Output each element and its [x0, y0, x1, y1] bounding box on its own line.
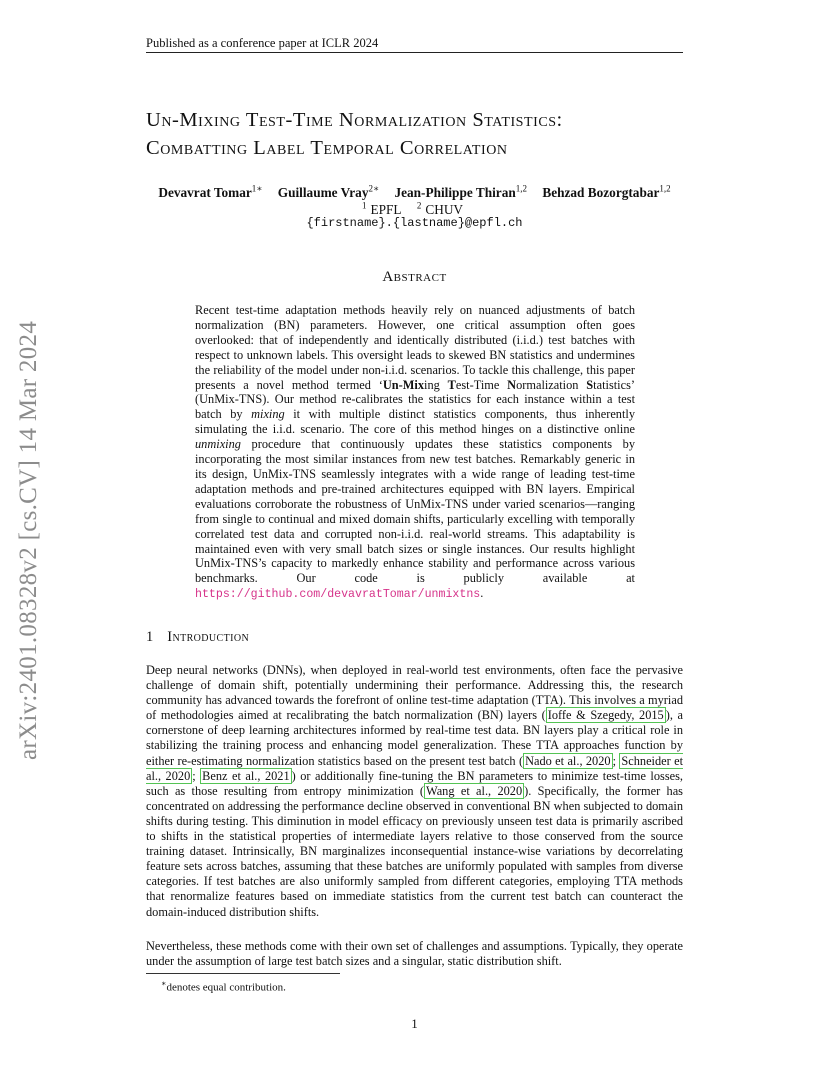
author-name: Devavrat Tomar [158, 185, 252, 201]
affiliation-marker: 2 [416, 201, 422, 211]
intro-paragraph-2: Nevertheless, these methods come with their own set of challenges and assumptions. Typically, they operate under the assumption of large test batch sizes and a singular, static distribution shift. [146, 939, 683, 969]
arxiv-identifier-stamp: arXiv:2401.08328v2 [cs.CV] 14 Mar 2024 [15, 320, 42, 760]
citation-link[interactable]: Schneider et al., 2020 [146, 753, 684, 783]
running-header: Published as a conference paper at ICLR 2024 [146, 36, 379, 50]
section-heading-introduction [146, 628, 249, 646]
abstract-bold-run: Un-Mix [382, 377, 425, 392]
abstract-text [195, 303, 635, 603]
abstract-text-run: Recent test-time adaptation methods heavily rely on nuanced adjustments of batch normalization (BN) parameters. However, one critical assumption often goes overlooked: that of independently and identically distributed (i.i.d.) test batches with respect to unknown labels. This oversight leads to skewed BN statistics and undermines the reliability of the model under non-i.i.d. scenarios. To tackle this challenge, this paper presents a novel method termed ‘ [195, 303, 635, 392]
abstract-emphasis-run: mixing [251, 407, 285, 422]
abstract-emphasis-run: unmixing [195, 437, 241, 452]
abstract-bold-run: T [447, 377, 456, 392]
author-affiliation-marker: 1,2 [659, 184, 671, 194]
title-line-2: Combatting Label Temporal Correlation [146, 137, 508, 159]
contact-email: {firstname}.{lastname}@epfl.ch [306, 216, 523, 230]
paragraph-text-run: ). Specifically, the former has concentrated on addressing the performance decline observed in conventional BN when subjected to domain shifts during testing. This diminution in model efficacy on previously unseen test data is primarily ascribed to shifts in the statistical properties of intermediate layers relative to those conserved from the source training dataset. Intrinsically, BN marginalizes inconsequential instance-wise variations by decorrelating feature sets across batches, assuming that these batches are uniformly populated with samples from diverse categories. If test batches are also uniformly sampled from different categories, employing TTA methods that renormalize features based on immediate statistics from the current test batch can counteract the domain-induced distribution shifts. [146, 783, 683, 919]
paper-title [146, 106, 563, 162]
abstract-text-run: procedure that continuously updates these statistics components by incorporating the most similar instances from new test batches. Remarkably generic in its design, UnMix-TNS seamlessly integrates with a wide range of leading test-time adaptation methods and pre-trained architectures equipped with BN layers. Empirical evaluations corroborate the robustness of UnMix-TNS under varied scenarios—ranging from single to continual and mixed domain shifts, particularly excelling with temporally correlated test data and corrupted non-i.i.d. real-world streams. This adaptability is maintained even with very small batch sizes or single instances. Our results highlight UnMix-TNS’s capacity to markedly enhance stability and performance across various benchmarks. Our code is publicly available at [195, 437, 635, 586]
citation-link[interactable]: Nado et al., 2020 [525, 753, 611, 768]
author-affiliation-marker: 1∗ [251, 184, 263, 194]
title-line-1: Un-Mixing Test-Time Normalization Statistics: [146, 109, 563, 131]
paragraph-text-run: Deep neural networks (DNNs), when deployed in real-world test environments, often face the pervasive challenge of domain shift, potentially undermining their performance. Addressing this, the research community has advanced towards the forefront of online test-time adaptation (TTA). This involves a myriad of methodologies aimed at recalibrating the batch normalization (BN) layers ( [146, 663, 683, 723]
page-number: 1 [411, 1016, 418, 1031]
paragraph-text-run: ), a cornerstone of deep learning architectures informed by real-time test data. BN layers play a critical role in stabilizing the training process and enhancing model generalization. These TTA approaches function by either re-estimating normalization statistics based on the present test batch ( [146, 708, 683, 768]
abstract-bold-run: N [507, 377, 517, 392]
abstract-text-run: . [480, 586, 484, 601]
citation-separator: ; [192, 768, 201, 783]
citation-link[interactable]: Ioffe & Szegedy, 2015 [547, 708, 664, 723]
author-affiliation-marker: 2∗ [368, 184, 380, 194]
author-name: Behzad Bozorgtabar [542, 185, 660, 201]
affiliation-marker: 1 [361, 201, 367, 211]
citation-link[interactable]: Wang et al., 2020 [426, 783, 523, 798]
footnote-text: denotes equal contribution. [166, 981, 286, 994]
citation-link[interactable]: Benz et al., 2021 [202, 768, 290, 783]
abstract-text-run: it with multiple distinct statistics components, thus inherently simulating the i.i.d. scenario. The core of this method hinges on a distinctive online [195, 407, 635, 437]
paragraph-text-run: ) or additionally fine-tuning the BN parameters to minimize test-time losses, such as those resulting from entropy minimization ( [146, 768, 684, 798]
abstract-text-run: ing [424, 377, 448, 392]
affiliation-name: CHUV [425, 202, 464, 218]
author-name: Guillaume Vray [277, 185, 369, 201]
footnote [161, 977, 286, 995]
author-name: Jean-Philippe Thiran [394, 185, 516, 201]
abstract-heading: Abstract [382, 269, 447, 285]
footnote-marker: ∗ [161, 979, 167, 988]
section-title: Introduction [167, 629, 250, 645]
abstract-bold-run: S [586, 377, 594, 392]
section-number: 1 [146, 629, 154, 645]
abstract-text-run: tatistics’ (UnMix-TNS). Our method re-calibrates the statistics for each instance within a test batch by [195, 377, 635, 422]
citation-separator: ; [612, 753, 620, 768]
intro-paragraph-1 [146, 663, 683, 920]
abstract-text-run: est-Time [455, 377, 508, 392]
header-rule [146, 52, 683, 53]
author-affiliation-marker: 1,2 [515, 184, 527, 194]
affiliation-name: EPFL [370, 202, 402, 218]
abstract-text-run: ormalization [516, 377, 587, 392]
footnote-rule [146, 973, 340, 974]
code-repository-link[interactable]: https://github.com/devavratTomar/unmixtns [195, 588, 481, 602]
